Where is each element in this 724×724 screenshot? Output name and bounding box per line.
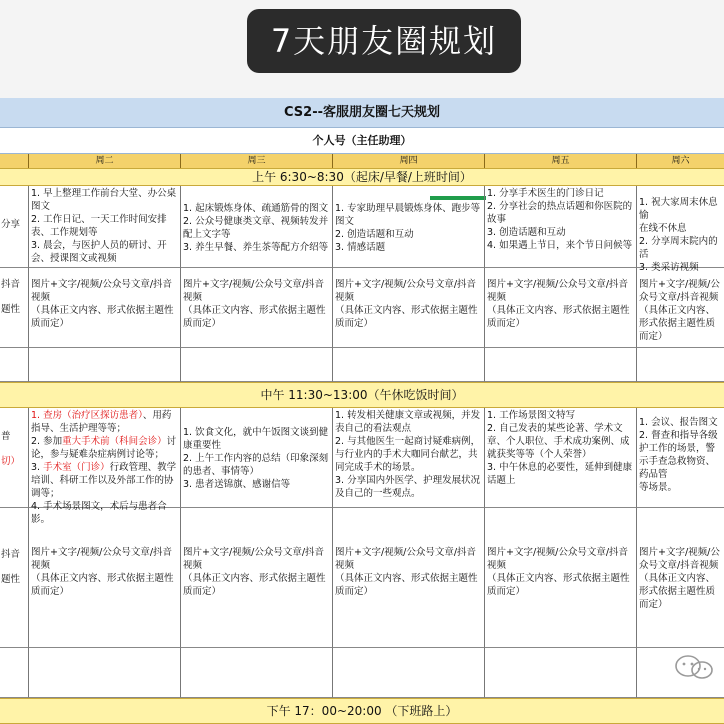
morning-topic-fri bbox=[484, 186, 636, 268]
day-header-sat: 周六 bbox=[636, 154, 724, 168]
topic-line: 2. 公众号健康类文章、视频转发并配上文字等 bbox=[183, 216, 329, 240]
topic-line: 1. 早上整理工作前台大堂、办公桌图文 bbox=[31, 188, 177, 212]
form-note: （具体正文内容、形式依据主题性质而定） bbox=[335, 573, 478, 597]
noon-form-wed bbox=[180, 508, 332, 648]
noon-empty-tue bbox=[28, 648, 180, 698]
topic-line: 1. 饮食文化，就中午饭图文谈到健康重要性 bbox=[183, 427, 329, 451]
highlight-text: 1. 查房（治疗区探访患者） bbox=[31, 410, 143, 421]
morning-empty-tue bbox=[28, 348, 180, 382]
section-morning: 上午 6:30~8:30（起床/早餐/上班时间） bbox=[0, 168, 724, 186]
day-header-fri: 周五 bbox=[484, 154, 636, 168]
topic-line: 2. 与其他医生一起商讨疑难病例，与行业内的手术大咖同台献艺，共同完成手术的场景。 bbox=[335, 436, 481, 473]
topic-line: 3. 创造话题和互动 bbox=[487, 227, 566, 238]
noon-form-sat bbox=[636, 508, 724, 648]
topic-line: 1. 转发相关健康文章或视频，并发表自己的看法观点 bbox=[335, 410, 481, 434]
morning-topic-thu bbox=[332, 186, 484, 268]
highlight-text: 手术室（门诊） bbox=[43, 462, 110, 473]
morning-form-fri bbox=[484, 268, 636, 348]
row-label-noon-topic bbox=[0, 408, 28, 508]
topic-line: 2. 工作日记、一天工作时间安排表、工作规划等 bbox=[31, 214, 167, 238]
topic-line: 3. 患者送锦旗、感谢信等 bbox=[183, 479, 291, 490]
form-text: 图片+文字/视频/公众号文章/抖音视频 bbox=[639, 547, 720, 571]
spreadsheet bbox=[0, 98, 724, 724]
section-evening: 下午 17：00~20:00 （下班路上） bbox=[0, 698, 724, 724]
topic-line: 1. 工作场景图文特写 bbox=[487, 410, 576, 421]
section-noon: 中午 11:30~13:00（午休吃饭时间） bbox=[0, 382, 724, 408]
row-label-line: 切） bbox=[1, 456, 21, 467]
noon-form-thu bbox=[332, 508, 484, 648]
topic-line: 3. 分享国内外医学、护理发展状况及自己的一些观点。 bbox=[335, 475, 481, 499]
banner-background bbox=[0, 0, 724, 98]
morning-empty-thu bbox=[332, 348, 484, 382]
morning-empty-wed bbox=[180, 348, 332, 382]
morning-empty-sat bbox=[636, 348, 724, 382]
form-note: （具体正文内容、形式依据主题性质而定） bbox=[487, 305, 630, 329]
row-label-line: 题性 bbox=[1, 574, 21, 585]
form-text: 图片+文字/视频/公众号文章/抖音视频 bbox=[335, 547, 477, 571]
morning-form-tue bbox=[28, 268, 180, 348]
form-text: 图片+文字/视频/公众号文章/抖音视频 bbox=[183, 279, 325, 303]
form-note: （具体正文内容、形式依据主题性质而定） bbox=[487, 573, 630, 597]
form-text: 图片+文字/视频/公众号文章/抖音视频 bbox=[31, 279, 173, 303]
form-text: 图片+文字/视频/公众号文章/抖音视频 bbox=[31, 547, 173, 571]
noon-empty-fri bbox=[484, 648, 636, 698]
form-text: 图片+文字/视频/公众号文章/抖音视频 bbox=[335, 279, 477, 303]
noon-topic-wed bbox=[180, 408, 332, 508]
topic-line: 3. 类采访视频 bbox=[639, 262, 699, 273]
sheet-title: CS2--客服朋友圈七天规划 bbox=[0, 98, 724, 128]
form-text: 图片+文字/视频/公众号文章/抖音视频 bbox=[639, 279, 720, 303]
row-label-morning-empty bbox=[0, 348, 28, 382]
form-note: （具体正文内容、形式依据主题性质而定） bbox=[183, 305, 326, 329]
row-label-morning-form bbox=[0, 268, 28, 348]
form-note: （具体正文内容、形式依据主题性质而定） bbox=[335, 305, 478, 329]
account-label: 个人号（主任助理） bbox=[0, 128, 724, 154]
topic-line: 4. 手术场景图文，术后与患者合影。 bbox=[31, 501, 167, 525]
day-header-tue: 周二 bbox=[28, 154, 180, 168]
topic-line: 等场景。 bbox=[639, 482, 678, 493]
day-header-row bbox=[0, 154, 724, 168]
morning-topic-wed bbox=[180, 186, 332, 268]
topic-line: 在线不休息 bbox=[639, 223, 687, 234]
topic-line: 3. 晨会，与医护人员的研讨、开会、授课图文或视频 bbox=[31, 240, 167, 264]
topic-line: 3. 中午休息的必要性，延伸到健康话题上 bbox=[487, 462, 633, 486]
topic-line bbox=[31, 435, 178, 461]
morning-empty-fri bbox=[484, 348, 636, 382]
topic-line: 2. 督查和指导各级护工作的场景，警示手查急救物资、药品管 bbox=[639, 430, 718, 480]
noon-topic-fri bbox=[484, 408, 636, 508]
topic-text: 讨论，参与疑难杂症病例讨论等； bbox=[31, 436, 177, 460]
form-text: 图片+文字/视频/公众号文章/抖音视频 bbox=[487, 279, 629, 303]
topic-line: 2. 上午工作内容的总结（印象深刻的患者、事情等） bbox=[183, 453, 329, 477]
row-label-line: 普 bbox=[1, 431, 11, 442]
topic-line: 1. 会议、报告图文 bbox=[639, 417, 718, 428]
highlight-text: 重大手术前（科间会诊） bbox=[62, 436, 167, 447]
form-text: 图片+文字/视频/公众号文章/抖音视频 bbox=[183, 547, 325, 571]
day-header-thu: 周四 bbox=[332, 154, 484, 168]
topic-line bbox=[31, 461, 178, 500]
form-note: （具体正文内容、形式依据主题性质而定） bbox=[31, 305, 174, 329]
morning-form-sat bbox=[636, 268, 724, 348]
row-label-line: 题性 bbox=[1, 304, 21, 315]
form-note: （具体正文内容、形式依据主题性质而定） bbox=[31, 573, 174, 597]
noon-form-fri bbox=[484, 508, 636, 648]
topic-text: 3. bbox=[31, 462, 44, 473]
topic-line: 1. 分享手术医生的门诊日记 bbox=[487, 188, 604, 199]
morning-topic-sat bbox=[636, 186, 724, 273]
wechat-watermark-icon bbox=[672, 652, 720, 682]
noon-empty-thu bbox=[332, 648, 484, 698]
topic-line bbox=[31, 409, 178, 435]
topic-line: 2. 分享社会的热点话题和你医院的故事 bbox=[487, 201, 633, 225]
noon-empty-wed bbox=[180, 648, 332, 698]
morning-topic-tue bbox=[28, 186, 180, 268]
noon-topic-sat bbox=[636, 408, 724, 508]
form-note: （具体正文内容、形式依据主题性质而定） bbox=[639, 573, 716, 610]
banner-title: 7天朋友圈规划 bbox=[247, 9, 521, 73]
morning-form-thu bbox=[332, 268, 484, 348]
topic-text: 、用药指导、生活护理等等； bbox=[31, 410, 172, 434]
topic-text: 行政管理、教学培训、科研工作以及外部工作的协调等； bbox=[31, 462, 177, 499]
topic-line: 2. 分享周末院内的活 bbox=[639, 236, 718, 260]
topic-text: 2. 参加 bbox=[31, 436, 63, 447]
topic-line: 3. 养生早餐、养生茶等配方介绍等 bbox=[183, 242, 329, 253]
form-note: （具体正文内容、形式依据主题性质而定） bbox=[183, 573, 326, 597]
topic-line: 1. 祝大家周末休息愉 bbox=[639, 197, 718, 221]
topic-line: 1. 起床锻炼身体、疏通筋骨的图文 bbox=[183, 203, 329, 214]
form-text: 图片+文字/视频/公众号文章/抖音视频 bbox=[487, 547, 629, 571]
row-label-morning-topic: 分享 bbox=[0, 186, 28, 268]
form-note: （具体正文内容、形式依据主题性质而定） bbox=[639, 305, 716, 342]
morning-form-wed bbox=[180, 268, 332, 348]
row-label-noon-empty bbox=[0, 648, 28, 698]
row-label-line: 抖音 bbox=[1, 549, 21, 560]
row-label-line: 抖音 bbox=[1, 279, 21, 290]
topic-line: 2. 创造话题和互动 bbox=[335, 229, 414, 240]
noon-form-tue bbox=[28, 508, 180, 648]
topic-line: 2. 自己发表的某些论著、学术文章、个人职位、手术成功案例、成就获奖等等（个人荣誉） bbox=[487, 423, 630, 460]
day-header-wed: 周三 bbox=[180, 154, 332, 168]
topic-line: 4. 如果遇上节日，来个节日问候等 bbox=[487, 240, 633, 251]
noon-topic-tue bbox=[28, 408, 180, 525]
row-label-noon-form bbox=[0, 508, 28, 648]
topic-line: 1. 专家助理早晨锻炼身体、跑步等图文 bbox=[335, 203, 481, 227]
noon-topic-thu bbox=[332, 408, 484, 508]
topic-line: 3. 情感话题 bbox=[335, 242, 386, 253]
